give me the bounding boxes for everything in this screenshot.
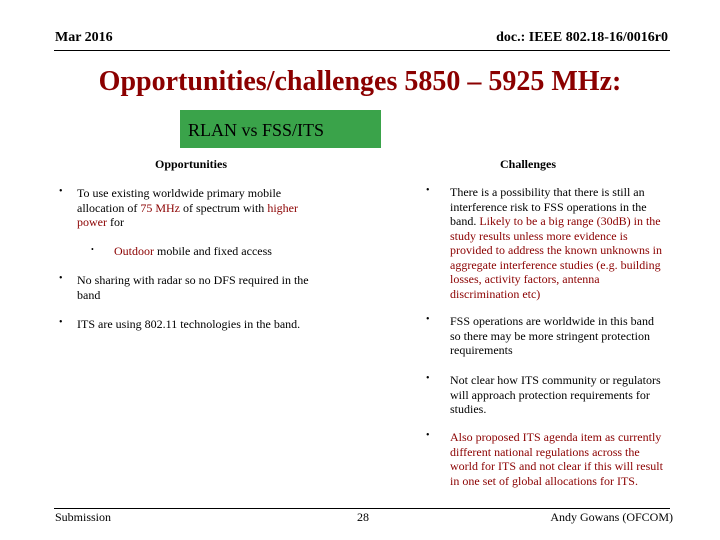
subtitle-box	[180, 110, 381, 148]
bullet-icon: •	[426, 430, 430, 441]
challenge-item-1-highlight: Likely to be a big range (30dB) in the study results unless more evidence is provided to address the known unknowns in aggregate interference studies (e.g. building losses, activity factors, antenna discrimination etc)	[450, 214, 662, 301]
header-date: Mar 2016	[55, 30, 113, 45]
footer-page-number: 28	[357, 510, 369, 524]
challenges-heading: Challenges	[500, 157, 557, 171]
bullet-icon: •	[59, 273, 63, 284]
sub-bullet-icon: •	[91, 245, 94, 254]
opportunities-heading: Opportunities	[155, 157, 228, 171]
bullet-icon: •	[426, 314, 430, 325]
footer-rule	[54, 508, 670, 509]
challenge-item-4: Also proposed ITS agenda item as currently different national regulations across the world for ITS and not clear if this will result in one set of global allocations for ITS.	[450, 430, 663, 488]
subtitle-box-label: RLAN vs FSS/ITS	[188, 120, 325, 140]
opportunity-item-2: No sharing with radar so no DFS required in the band	[77, 273, 309, 302]
footer-submission: Submission	[55, 510, 112, 524]
opportunity-item-1-text-c: for	[107, 215, 124, 229]
footer-author: Andy Gowans (OFCOM)	[550, 510, 673, 524]
header-doc-id: doc.: IEEE 802.18-16/0016r0	[496, 30, 668, 45]
opportunity-subitem-1-highlight: Outdoor	[114, 244, 154, 258]
challenge-item-3: Not clear how ITS community or regulators will approach protection requirements for studies.	[450, 373, 661, 416]
opportunity-subitem-1-text: mobile and fixed access	[154, 244, 272, 258]
opportunity-item-1-text-b: of spectrum with	[179, 200, 268, 215]
opportunity-item-3: ITS are using 802.11 technologies in the band.	[77, 317, 301, 331]
challenge-item-1-text: There is a possibility that there is still an interference risk to FSS operations in the band.	[450, 185, 647, 228]
bullet-icon: •	[59, 186, 63, 197]
bullet-icon: •	[426, 373, 430, 384]
slide-title: Opportunities/challenges 5850 – 5925 MHz:	[98, 66, 622, 97]
opportunity-item-1-highlight-bandwidth: 75 MHz	[140, 200, 180, 215]
challenge-item-1	[450, 185, 665, 301]
bullet-icon: •	[426, 185, 430, 196]
opportunity-item-1-text-a: To use existing worldwide primary mobile allocation of	[77, 186, 282, 215]
opportunity-subitem-1	[114, 244, 314, 259]
challenge-item-2: FSS operations are worldwide in this band so there may be more stringent protection requirements	[450, 314, 654, 357]
header-rule	[54, 50, 670, 51]
opportunity-item-1	[77, 186, 307, 230]
opportunity-item-1-highlight-power: higher power	[77, 200, 298, 229]
bullet-icon: •	[59, 317, 63, 328]
